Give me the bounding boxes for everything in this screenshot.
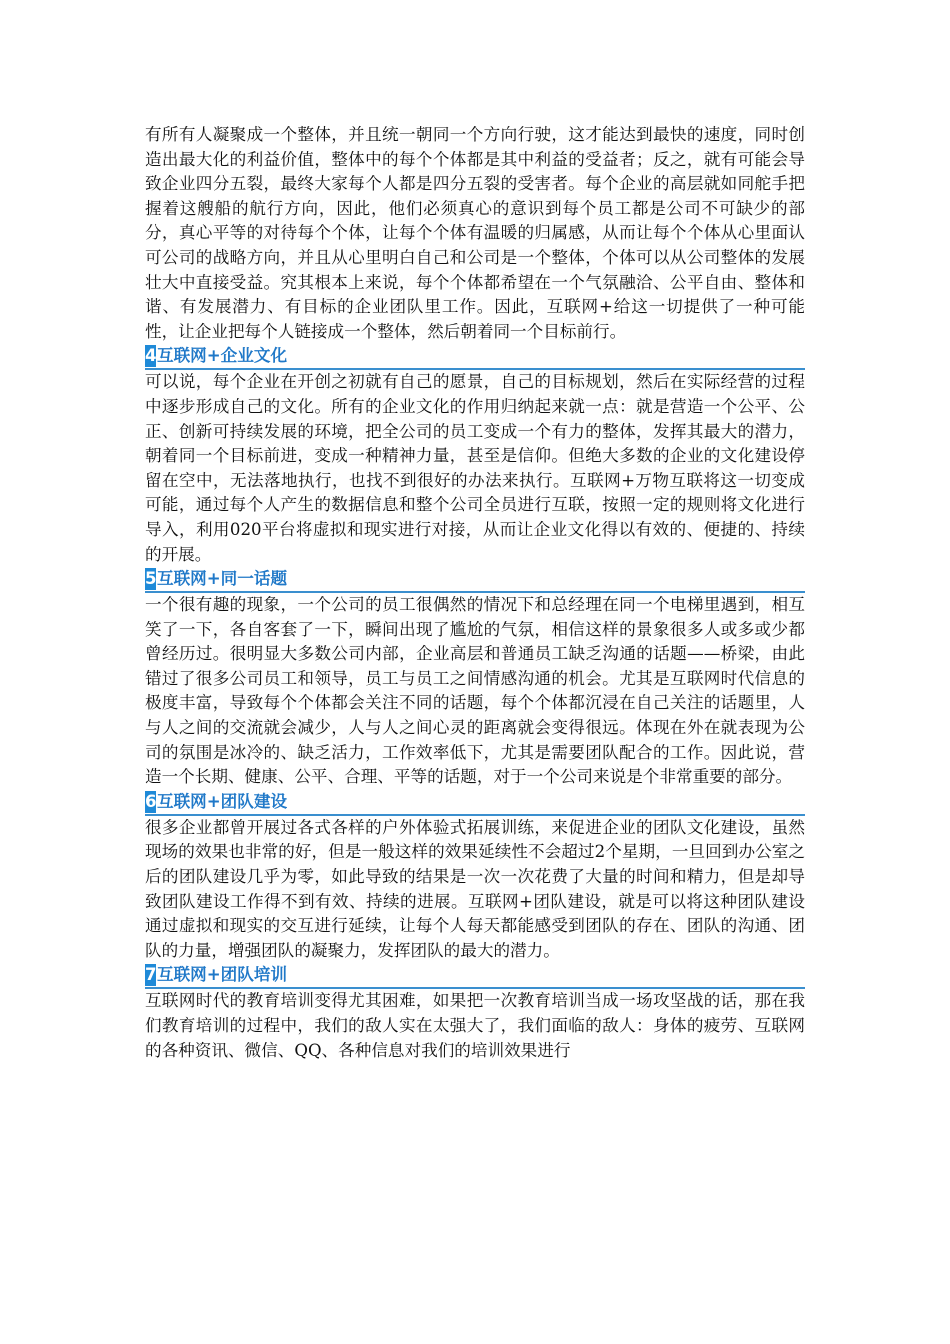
document-page <box>145 123 805 1063</box>
section-number-badge: 5 <box>145 569 157 589</box>
section-body-4: 可以说，每个企业在开创之初就有自己的愿景，自己的目标规划，然后在实际经营的过程中逐步形成自己的文化。所有的企业文化的作用归纳起来就一点：就是营造一个公平、公正、创新可持续发展的环境，把全公司的员工变成一个有力的整体，发挥其最大的潜力，朝着同一个目标前进，变成一种精神力量，甚至是信仰。但绝大多数的企业的文化建设停留在空中，无法落地执行，也找不到很好的办法来执行。互联网+万物互联将这一切变成可能，通过每个人产生的数据信息和整个公司全员进行互联，按照一定的规则将文化进行导入，利用020平台将虚拟和现实进行对接，从而让企业文化得以有效的、便捷的、持续的开展。 <box>145 372 805 564</box>
section-number-badge: 4 <box>145 346 157 366</box>
section-heading-4 <box>145 344 805 370</box>
section-title: 互联网+团队建设 <box>157 791 288 811</box>
section-heading-7 <box>145 963 805 989</box>
section-body-5: 一个很有趣的现象，一个公司的员工很偶然的情况下和总经理在同一个电梯里遇到，相互笑了一下，各自客套了一下，瞬间出现了尴尬的气氛，相信这样的景象很多人或多或少都曾经历过。很明显大多数公司内部，企业高层和普通员工缺乏沟通的话题——桥梁，由此错过了很多公司员工和领导，员工与员工之间情感沟通的机会。尤其是互联网时代信息的极度丰富，导致每个个体都会关注不同的话题，每个个体都沉浸在自己关注的话题里，人与人之间的交流就会减少，人与人之间心灵的距离就会变得很远。体现在外在就表现为公司的氛围是冰冷的、缺乏活力，工作效率低下，尤其是需要团队配合的工作。因此说，营造一个长期、健康、公平、合理、平等的话题，对于一个公司来说是个非常重要的部分。 <box>145 595 805 787</box>
section-number-badge: 7 <box>145 965 157 985</box>
section-number-badge: 6 <box>145 791 157 811</box>
section-title: 互联网+同一话题 <box>157 569 288 589</box>
section-body-7: 互联网时代的教育培训变得尤其困难，如果把一次教育培训当成一场攻坚战的话，那在我们教育培训的过程中，我们的敌人实在太强大了，我们面临的敌人：身体的疲劳、互联网的各种资讯、微信、QQ、各种信息对我们的培训效果进行 <box>145 991 805 1060</box>
section-title: 互联网+企业文化 <box>157 346 288 366</box>
section-heading-6 <box>145 790 805 816</box>
section-body-6: 很多企业都曾开展过各式各样的户外体验式拓展训练，来促进企业的团队文化建设，虽然现场的效果也非常的好，但是一般这样的效果延续性不会超过2个星期，一旦回到办公室之后的团队建设几乎为零，如此导致的结果是一次一次花费了大量的时间和精力，但是却导致团队建设工作得不到有效、持续的进展。互联网+团队建设，就是可以将这种团队建设通过虚拟和现实的交互进行延续，让每个人每天都能感受到团队的存在、团队的沟通、团队的力量，增强团队的凝聚力，发挥团队的最大的潜力。 <box>145 817 805 960</box>
intro-paragraph: 有所有人凝聚成一个整体，并且统一朝同一个方向行驶，这才能达到最快的速度，同时创造出最大化的利益价值，整体中的每个个体都是其中利益的受益者；反之，就有可能会导致企业四分五裂，最终大家每个人都是四分五裂的受害者。每个企业的高层就如同舵手把握着这艘船的航行方向，因此，他们必须真心的意识到每个员工都是公司不可缺少的部分，真心平等的对待每个个体，让每个个体有温暖的归属感，从而让每个个体从心里面认可公司的战略方向，并且从心里明白自己和公司是一个整体，个体可以从公司整体的发展壮大中直接受益。究其根本上来说，每个个体都希望在一个气氛融洽、公平自由、整体和谐、有发展潜力、有目标的企业团队里工作。因此，互联网+给这一切提供了一种可能性，让企业把每个人链接成一个整体，然后朝着同一个目标前行。 <box>145 125 805 341</box>
section-heading-5 <box>145 567 805 593</box>
section-title: 互联网+团队培训 <box>157 965 288 985</box>
